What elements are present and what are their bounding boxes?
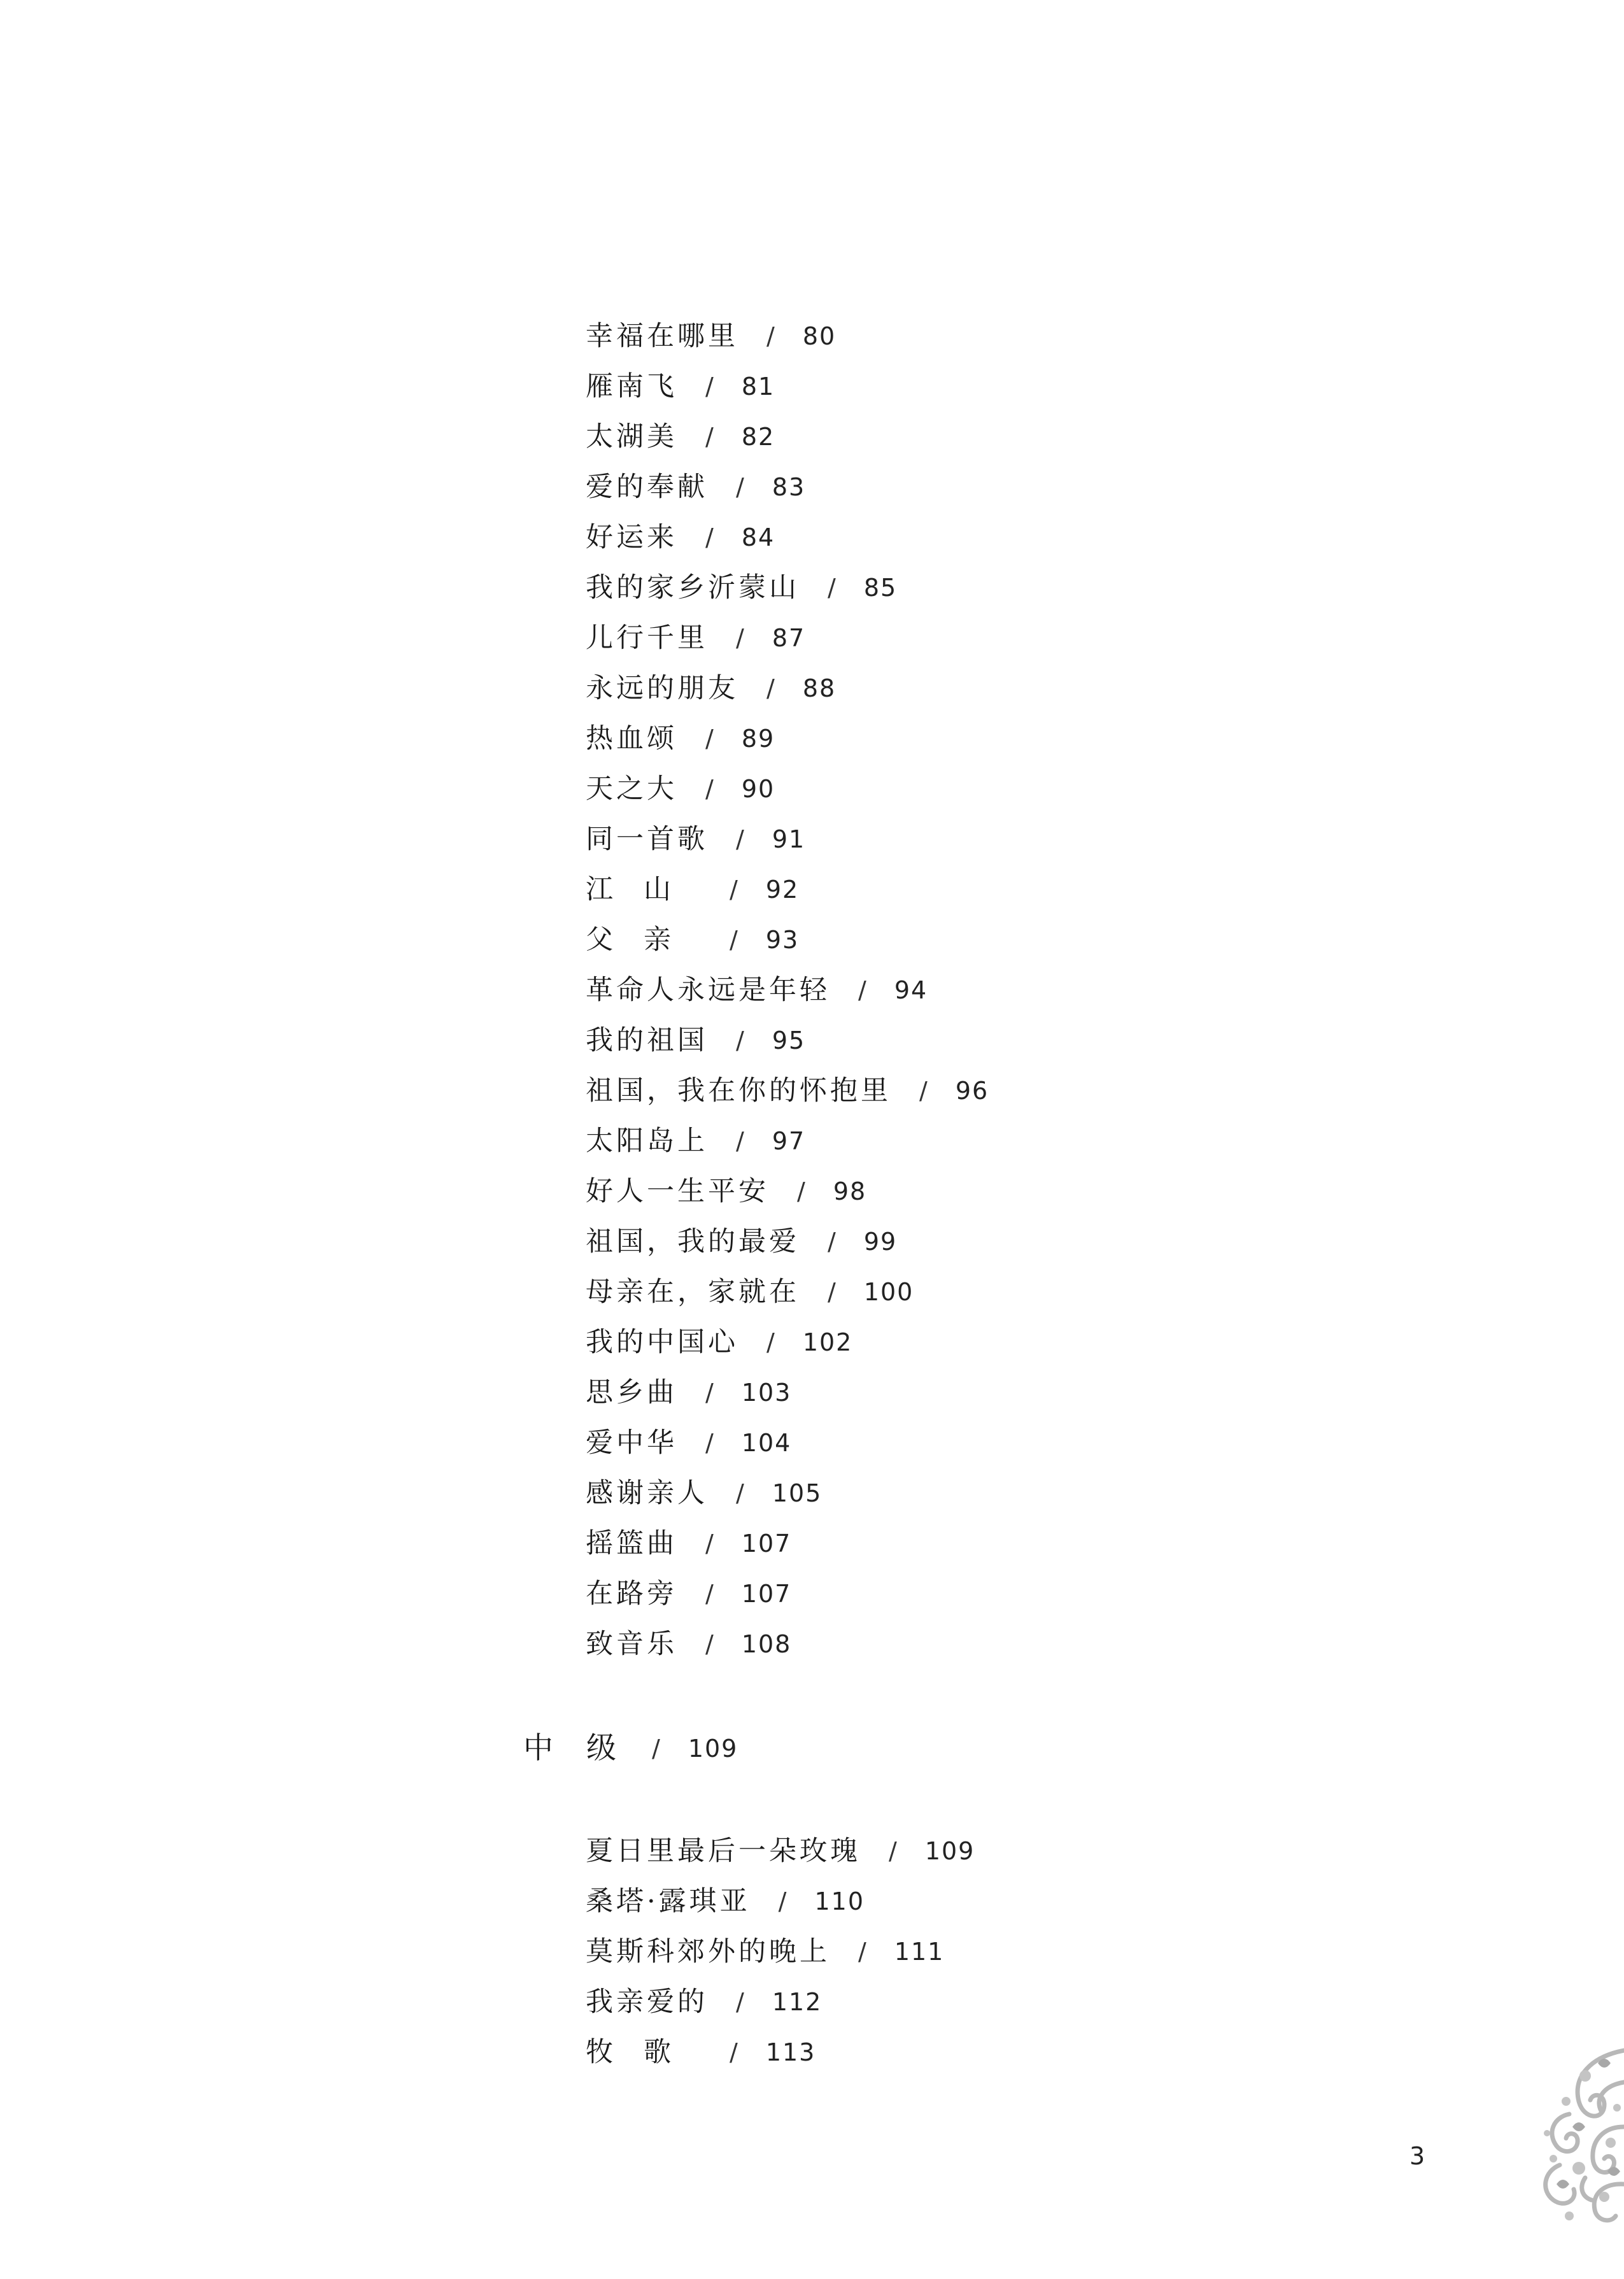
toc-entry xyxy=(586,2033,816,2071)
toc-page-number: 95 xyxy=(772,1026,806,1054)
toc-entry-title: 江山 xyxy=(586,874,702,905)
toc-separator: / xyxy=(736,1988,744,2016)
toc-page-number: 87 xyxy=(772,624,806,652)
toc-entry xyxy=(586,1172,866,1210)
toc-entry xyxy=(586,669,836,707)
toc-page-number: 84 xyxy=(741,523,775,551)
toc-entry-title: 热血颂 xyxy=(586,723,677,755)
toc-entry xyxy=(586,1223,897,1261)
toc-entry xyxy=(586,1122,805,1160)
toc-entry xyxy=(586,367,775,406)
toc-separator: / xyxy=(705,1379,714,1407)
toc-entry-title: 爱的奉献 xyxy=(586,471,708,503)
toc-separator: / xyxy=(705,1429,714,1457)
toc-entry-title: 牧歌 xyxy=(586,2036,702,2068)
toc-separator: / xyxy=(705,775,714,803)
toc-separator: / xyxy=(736,825,744,853)
toc-separator: / xyxy=(828,1228,836,1256)
toc-entry-title: 祖国，我的最爱 xyxy=(586,1226,800,1258)
toc-page-number: 110 xyxy=(814,1887,865,1915)
toc-entry xyxy=(586,921,799,959)
toc-entry xyxy=(586,870,799,909)
toc-entry-title: 夏日里最后一朵玫瑰 xyxy=(586,1835,861,1867)
toc-page-number: 88 xyxy=(802,674,837,702)
toc-entry-title: 好人一生平安 xyxy=(586,1175,769,1207)
toc-page-number: 99 xyxy=(863,1228,898,1256)
toc-entry xyxy=(586,770,775,808)
toc-page-number: 100 xyxy=(863,1278,914,1306)
toc-entry xyxy=(586,1882,865,1920)
toc-entry-title: 太湖美 xyxy=(586,421,677,453)
toc-separator: / xyxy=(705,1580,714,1608)
toc-entry xyxy=(586,1983,822,2021)
toc-entry xyxy=(586,317,836,355)
toc-page-number: 80 xyxy=(802,322,837,350)
toc-page-number: 112 xyxy=(772,1988,823,2016)
toc-separator: / xyxy=(705,1530,714,1558)
toc-page-number: 93 xyxy=(765,926,800,954)
toc-entry xyxy=(586,1474,822,1512)
toc-entry xyxy=(586,569,897,607)
toc-page-number: 98 xyxy=(833,1177,867,1205)
toc-entry xyxy=(586,1323,852,1361)
toc-separator: / xyxy=(858,976,866,1004)
toc-entry-title: 雁南飞 xyxy=(586,371,677,402)
section-page-number: 109 xyxy=(688,1735,738,1763)
toc-separator: / xyxy=(766,322,775,350)
section-heading xyxy=(523,1729,738,1768)
toc-separator: / xyxy=(797,1177,805,1205)
toc-separator: / xyxy=(919,1077,928,1105)
toc-page-number: 105 xyxy=(772,1479,823,1507)
toc-separator: / xyxy=(778,1887,787,1915)
toc-entry xyxy=(586,1625,791,1663)
toc-entry xyxy=(586,1021,805,1060)
toc-entry xyxy=(586,720,775,758)
toc-separator: / xyxy=(828,1278,836,1306)
toc-page-number: 96 xyxy=(955,1077,989,1105)
toc-entry-title: 我的祖国 xyxy=(586,1025,708,1056)
toc-entry-title: 革命人永远是年轻 xyxy=(586,974,830,1006)
toc-entry xyxy=(586,1424,791,1462)
toc-entry-title: 儿行千里 xyxy=(586,622,708,654)
toc-separator: / xyxy=(828,574,836,602)
toc-entry-title: 致音乐 xyxy=(586,1628,677,1660)
toc-page-number: 104 xyxy=(741,1429,792,1457)
toc-page-number: 85 xyxy=(863,574,898,602)
toc-separator: / xyxy=(705,423,714,451)
toc-entry xyxy=(586,468,805,506)
toc-entry-title: 在路旁 xyxy=(586,1578,677,1610)
toc-separator: / xyxy=(736,473,744,501)
toc-page-number: 97 xyxy=(772,1127,806,1155)
toc-page-number: 107 xyxy=(741,1530,792,1558)
toc-entry-title: 母亲在，家就在 xyxy=(586,1276,800,1308)
toc-entry xyxy=(586,1575,791,1613)
toc-entry xyxy=(586,1933,944,1971)
toc-separator: / xyxy=(736,1026,744,1054)
toc-page-number: 103 xyxy=(741,1379,792,1407)
toc-separator: / xyxy=(736,1127,744,1155)
toc-page-number: 90 xyxy=(741,775,775,803)
toc-page-number: 113 xyxy=(765,2038,816,2066)
toc-separator: / xyxy=(766,1328,775,1356)
toc-page-number: 107 xyxy=(741,1580,792,1608)
toc-separator: / xyxy=(736,624,744,652)
toc-page-number: 108 xyxy=(741,1630,792,1658)
toc-separator: / xyxy=(858,1938,866,1966)
toc-entry-title: 父亲 xyxy=(586,924,702,956)
toc-separator: / xyxy=(889,1837,897,1865)
toc-entry-title: 同一首歌 xyxy=(586,823,708,855)
toc-page-number: 89 xyxy=(741,725,775,753)
floral-pattern-icon xyxy=(1509,2038,1624,2229)
toc-entry xyxy=(586,518,775,557)
toc-page-number: 82 xyxy=(741,423,775,451)
toc-page-number: 109 xyxy=(924,1837,975,1865)
toc-entry-title: 祖国，我在你的怀抱里 xyxy=(586,1075,891,1107)
toc-entry xyxy=(586,1273,914,1311)
toc-entry xyxy=(586,1072,989,1110)
toc-page-number: 111 xyxy=(894,1938,945,1966)
toc-entry-title: 桑塔·露琪亚 xyxy=(586,1885,751,1917)
toc-separator: / xyxy=(705,373,714,401)
toc-entry-title: 好运来 xyxy=(586,522,677,553)
toc-separator: / xyxy=(705,523,714,551)
toc-entry-title: 思乡曲 xyxy=(586,1377,677,1409)
toc-entry-title: 摇篮曲 xyxy=(586,1528,677,1559)
toc-page-number: 91 xyxy=(772,825,806,853)
toc-separator: / xyxy=(766,674,775,702)
toc-entry xyxy=(586,971,928,1009)
toc-entry-title: 爱中华 xyxy=(586,1427,677,1459)
section-title: 中级 xyxy=(523,1731,649,1766)
toc-entry-title: 我的中国心 xyxy=(586,1326,738,1358)
toc-page-number: 94 xyxy=(894,976,928,1004)
toc-page-number: 102 xyxy=(802,1328,853,1356)
toc-entry xyxy=(586,1374,791,1412)
toc-separator: / xyxy=(730,926,738,954)
toc-entry-title: 莫斯科郊外的晚上 xyxy=(586,1936,830,1968)
toc-separator: / xyxy=(730,876,738,904)
toc-separator: / xyxy=(705,1630,714,1658)
toc-entry xyxy=(586,418,775,456)
toc-page-number: 92 xyxy=(765,876,800,904)
toc-separator: / xyxy=(705,725,714,753)
toc-entry-title: 我亲爱的 xyxy=(586,1986,708,2018)
toc-separator: / xyxy=(652,1735,660,1763)
toc-entry-title: 永远的朋友 xyxy=(586,672,738,704)
toc-entry xyxy=(586,1832,975,1870)
toc-page-number: 81 xyxy=(741,373,775,401)
page-number: 3 xyxy=(1409,2142,1425,2170)
toc-page-number: 83 xyxy=(772,473,806,501)
toc-entry xyxy=(586,1524,791,1563)
toc-separator: / xyxy=(730,2038,738,2066)
toc-entry xyxy=(586,619,805,657)
toc-entry-title: 我的家乡沂蒙山 xyxy=(586,572,800,604)
toc-entry xyxy=(586,820,805,858)
toc-entry-title: 感谢亲人 xyxy=(586,1477,708,1509)
toc-entry-title: 太阳岛上 xyxy=(586,1125,708,1157)
toc-entry-title: 天之大 xyxy=(586,773,677,805)
toc-separator: / xyxy=(736,1479,744,1507)
toc-entry-title: 幸福在哪里 xyxy=(586,320,738,352)
